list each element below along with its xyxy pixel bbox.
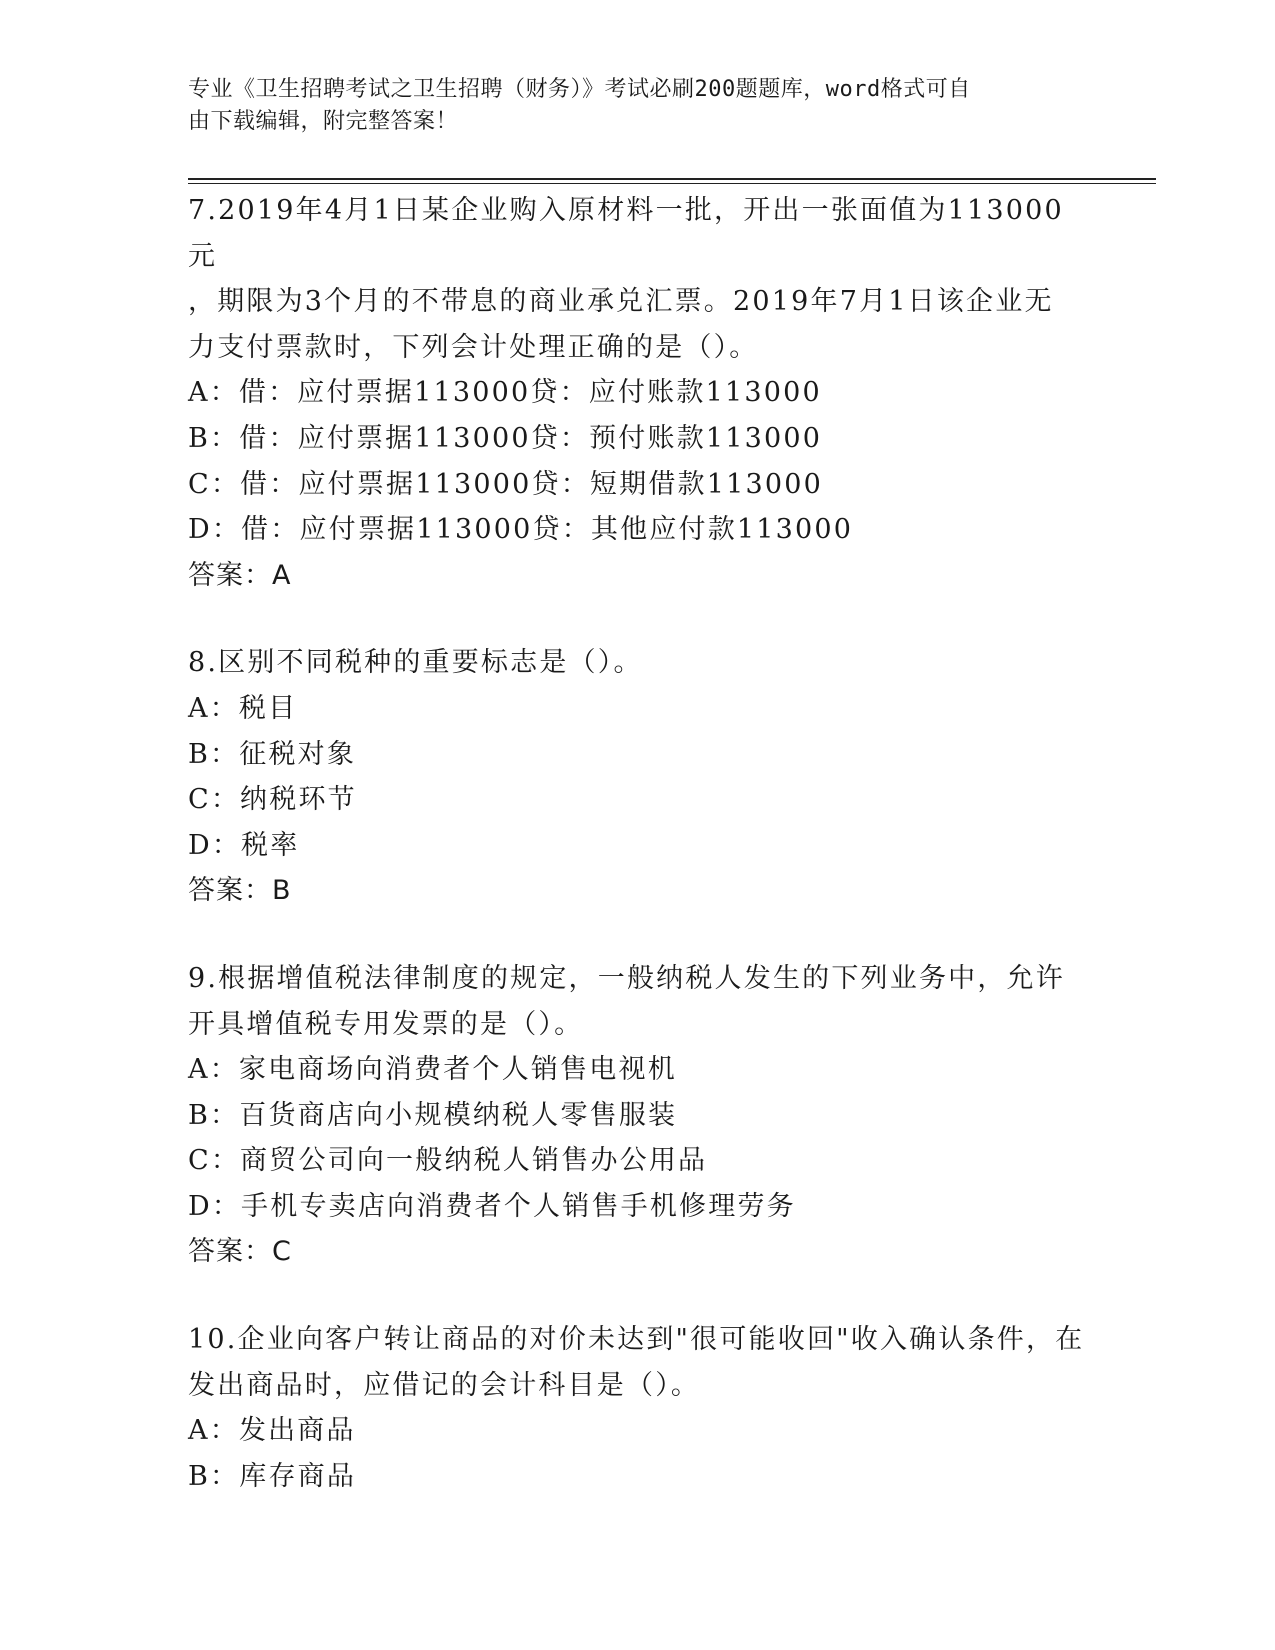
answer-label: 答案：B (188, 875, 292, 907)
question-stem-line: 7.2019年4月1日某企业购入原材料一批，开出一张面值为113000元 (188, 195, 1064, 272)
option-b: B：借：应付票据113000贷：预付账款113000 (188, 422, 823, 454)
option-d: D：手机专卖店向消费者个人销售手机修理劳务 (188, 1190, 796, 1222)
question-stem-line: 发出商品时，应借记的会计科目是（）。 (188, 1369, 701, 1401)
question-9 (188, 956, 1088, 1275)
answer-label: 答案：A (188, 559, 292, 591)
question-stem-line: ，期限为3个月的不带息的商业承兑汇票。2019年7月1日该企业无 (188, 286, 1054, 318)
option-a: A：发出商品 (188, 1415, 356, 1447)
question-stem-line: 9.根据增值税法律制度的规定，一般纳税人发生的下列业务中，允许 (188, 962, 1065, 994)
header-rule-thin (188, 183, 1156, 184)
option-b: B：库存商品 (188, 1460, 357, 1492)
option-b: B：征税对象 (188, 738, 357, 770)
question-list (188, 188, 1088, 1541)
option-c: C：借：应付票据113000贷：短期借款113000 (188, 468, 823, 500)
option-a: A：家电商场向消费者个人销售电视机 (188, 1054, 677, 1086)
option-a: A：借：应付票据113000贷：应付账款113000 (188, 377, 822, 409)
question-stem-line: 开具增值税专用发票的是（）。 (188, 1008, 584, 1040)
question-7 (188, 188, 1088, 598)
option-c: C：商贸公司向一般纳税人销售办公用品 (188, 1145, 708, 1177)
option-b: B：百货商店向小规模纳税人零售服装 (188, 1099, 678, 1131)
question-8 (188, 640, 1088, 914)
header-rule-thick (188, 178, 1156, 180)
question-stem-line: 力支付票款时，下列会计处理正确的是（）。 (188, 331, 759, 363)
option-d: D：借：应付票据113000贷：其他应付款113000 (188, 514, 854, 546)
question-stem-line: 10.企业向客户转让商品的对价未达到"很可能收回"收入确认条件，在 (188, 1324, 1085, 1356)
answer-label: 答案：C (188, 1236, 292, 1268)
question-10 (188, 1317, 1088, 1499)
option-d: D：税率 (188, 829, 300, 861)
option-a: A：税目 (188, 692, 298, 724)
option-c: C：纳税环节 (188, 784, 357, 816)
document-header: 专业《卫生招聘考试之卫生招聘（财务）》考试必刷200题题库，word格式可自 由下载编辑，附完整答案！ (188, 77, 971, 134)
question-stem-line: 8.区别不同税种的重要标志是（）。 (188, 647, 643, 679)
